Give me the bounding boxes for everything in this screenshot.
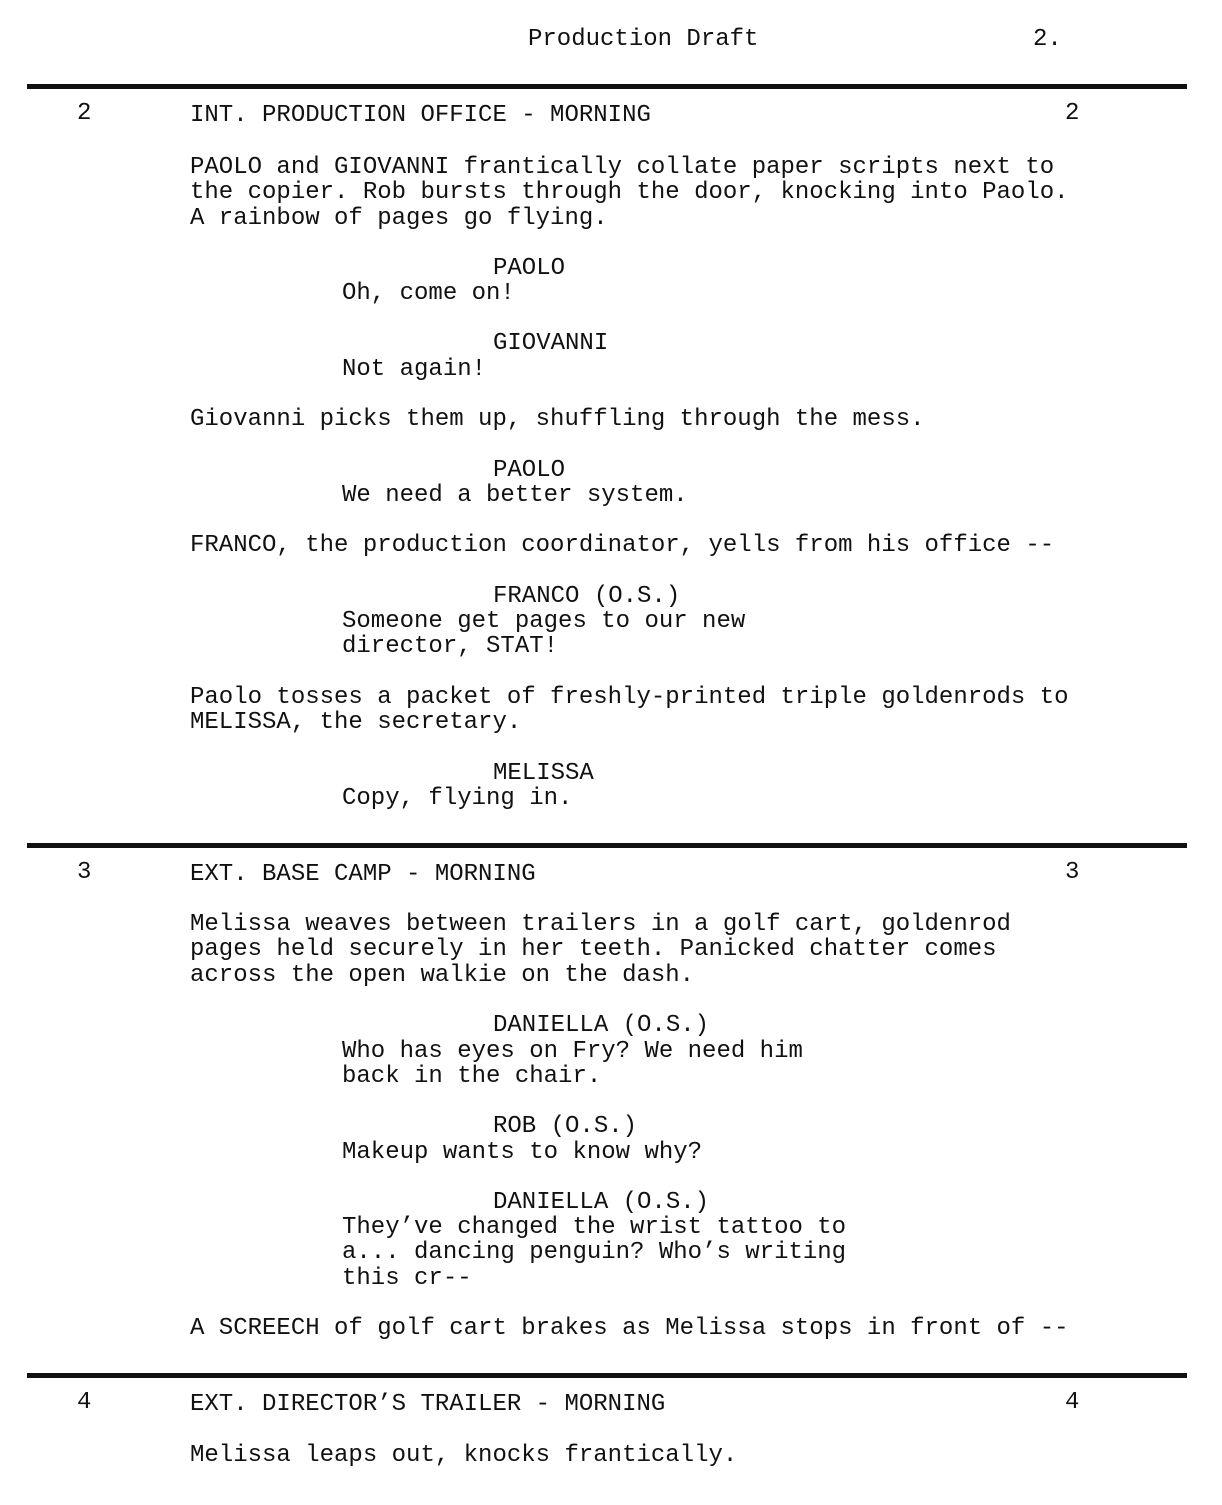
scene-number-left: 4 [77, 1389, 92, 1416]
action-line: A rainbow of pages go flying. [190, 204, 608, 232]
dialogue-block [342, 1140, 882, 1165]
action-line: Melissa leaps out, knocks frantically. [190, 1442, 738, 1469]
dialogue-line: Not again! [342, 356, 487, 383]
dialogue-block [342, 609, 882, 660]
dialogue-line: Oh, come on! [342, 280, 515, 307]
scene-number-right: 3 [1065, 859, 1080, 886]
character-name: MELISSA [493, 760, 594, 787]
dialogue-line: this cr-- [342, 1264, 472, 1292]
dialogue-line: Copy, flying in. [342, 785, 573, 812]
action-block [190, 1443, 1110, 1468]
character-name: PAOLO [493, 255, 566, 282]
dialogue-block [342, 1039, 882, 1090]
scene-number-left: 3 [77, 859, 92, 886]
action-line: MELISSA, the secretary. [190, 709, 522, 737]
action-line: across the open walkie on the dash. [190, 961, 695, 989]
character-name: DANIELLA (O.S.) [493, 1012, 710, 1039]
action-line: Giovanni picks them up, shuffling through the mess. [190, 406, 925, 433]
scene-divider [27, 1373, 1187, 1378]
dialogue-block [342, 357, 882, 382]
scene-number-right: 2 [1065, 100, 1080, 127]
dialogue-line: They’ve changed the wrist tattoo to [342, 1214, 847, 1241]
dialogue-line: back in the chair. [342, 1063, 602, 1091]
action-block [190, 685, 1110, 736]
action-block [190, 407, 1110, 432]
action-block [190, 912, 1110, 988]
action-line: Paolo tosses a packet of freshly-printed triple goldenrods to [190, 684, 1069, 711]
action-line: Melissa weaves between trailers in a golf cart, goldenrod [190, 911, 1011, 938]
action-block [190, 155, 1110, 231]
scene-number-left: 2 [77, 100, 92, 127]
scene-divider [27, 843, 1187, 848]
dialogue-block [342, 786, 882, 811]
character-name: GIOVANNI [493, 330, 609, 357]
scene-divider [27, 84, 1187, 89]
dialogue-line: a... dancing penguin? Who’s writing [342, 1239, 847, 1267]
action-block [190, 1316, 1110, 1341]
action-line: A SCREECH of golf cart brakes as Melissa stops in front of -- [190, 1315, 1069, 1342]
dialogue-line: We need a better system. [342, 482, 688, 509]
dialogue-line: director, STAT! [342, 633, 559, 661]
page-header-title: Production Draft [528, 26, 759, 53]
dialogue-block [342, 281, 882, 306]
scene-heading: EXT. BASE CAMP - MORNING [190, 861, 536, 888]
action-line: the copier. Rob bursts through the door, knocking into Paolo. [190, 179, 1069, 207]
dialogue-line: Who has eyes on Fry? We need him [342, 1038, 803, 1065]
dialogue-block [342, 1215, 882, 1291]
scene-number-right: 4 [1065, 1389, 1080, 1416]
action-line: PAOLO and GIOVANNI frantically collate paper scripts next to [190, 154, 1055, 181]
character-name: DANIELLA (O.S.) [493, 1189, 710, 1216]
dialogue-line: Makeup wants to know why? [342, 1139, 703, 1166]
action-block [190, 533, 1110, 558]
character-name: PAOLO [493, 457, 566, 484]
character-name: FRANCO (O.S.) [493, 583, 681, 610]
character-name: ROB (O.S.) [493, 1113, 638, 1140]
action-line: FRANCO, the production coordinator, yells from his office -- [190, 532, 1055, 559]
scene-heading: INT. PRODUCTION OFFICE - MORNING [190, 102, 651, 129]
dialogue-block [342, 483, 882, 508]
page-number: 2. [1033, 26, 1062, 53]
scene-heading: EXT. DIRECTOR’S TRAILER - MORNING [190, 1391, 666, 1418]
dialogue-line: Someone get pages to our new [342, 608, 746, 635]
action-line: pages held securely in her teeth. Panicked chatter comes [190, 936, 997, 964]
